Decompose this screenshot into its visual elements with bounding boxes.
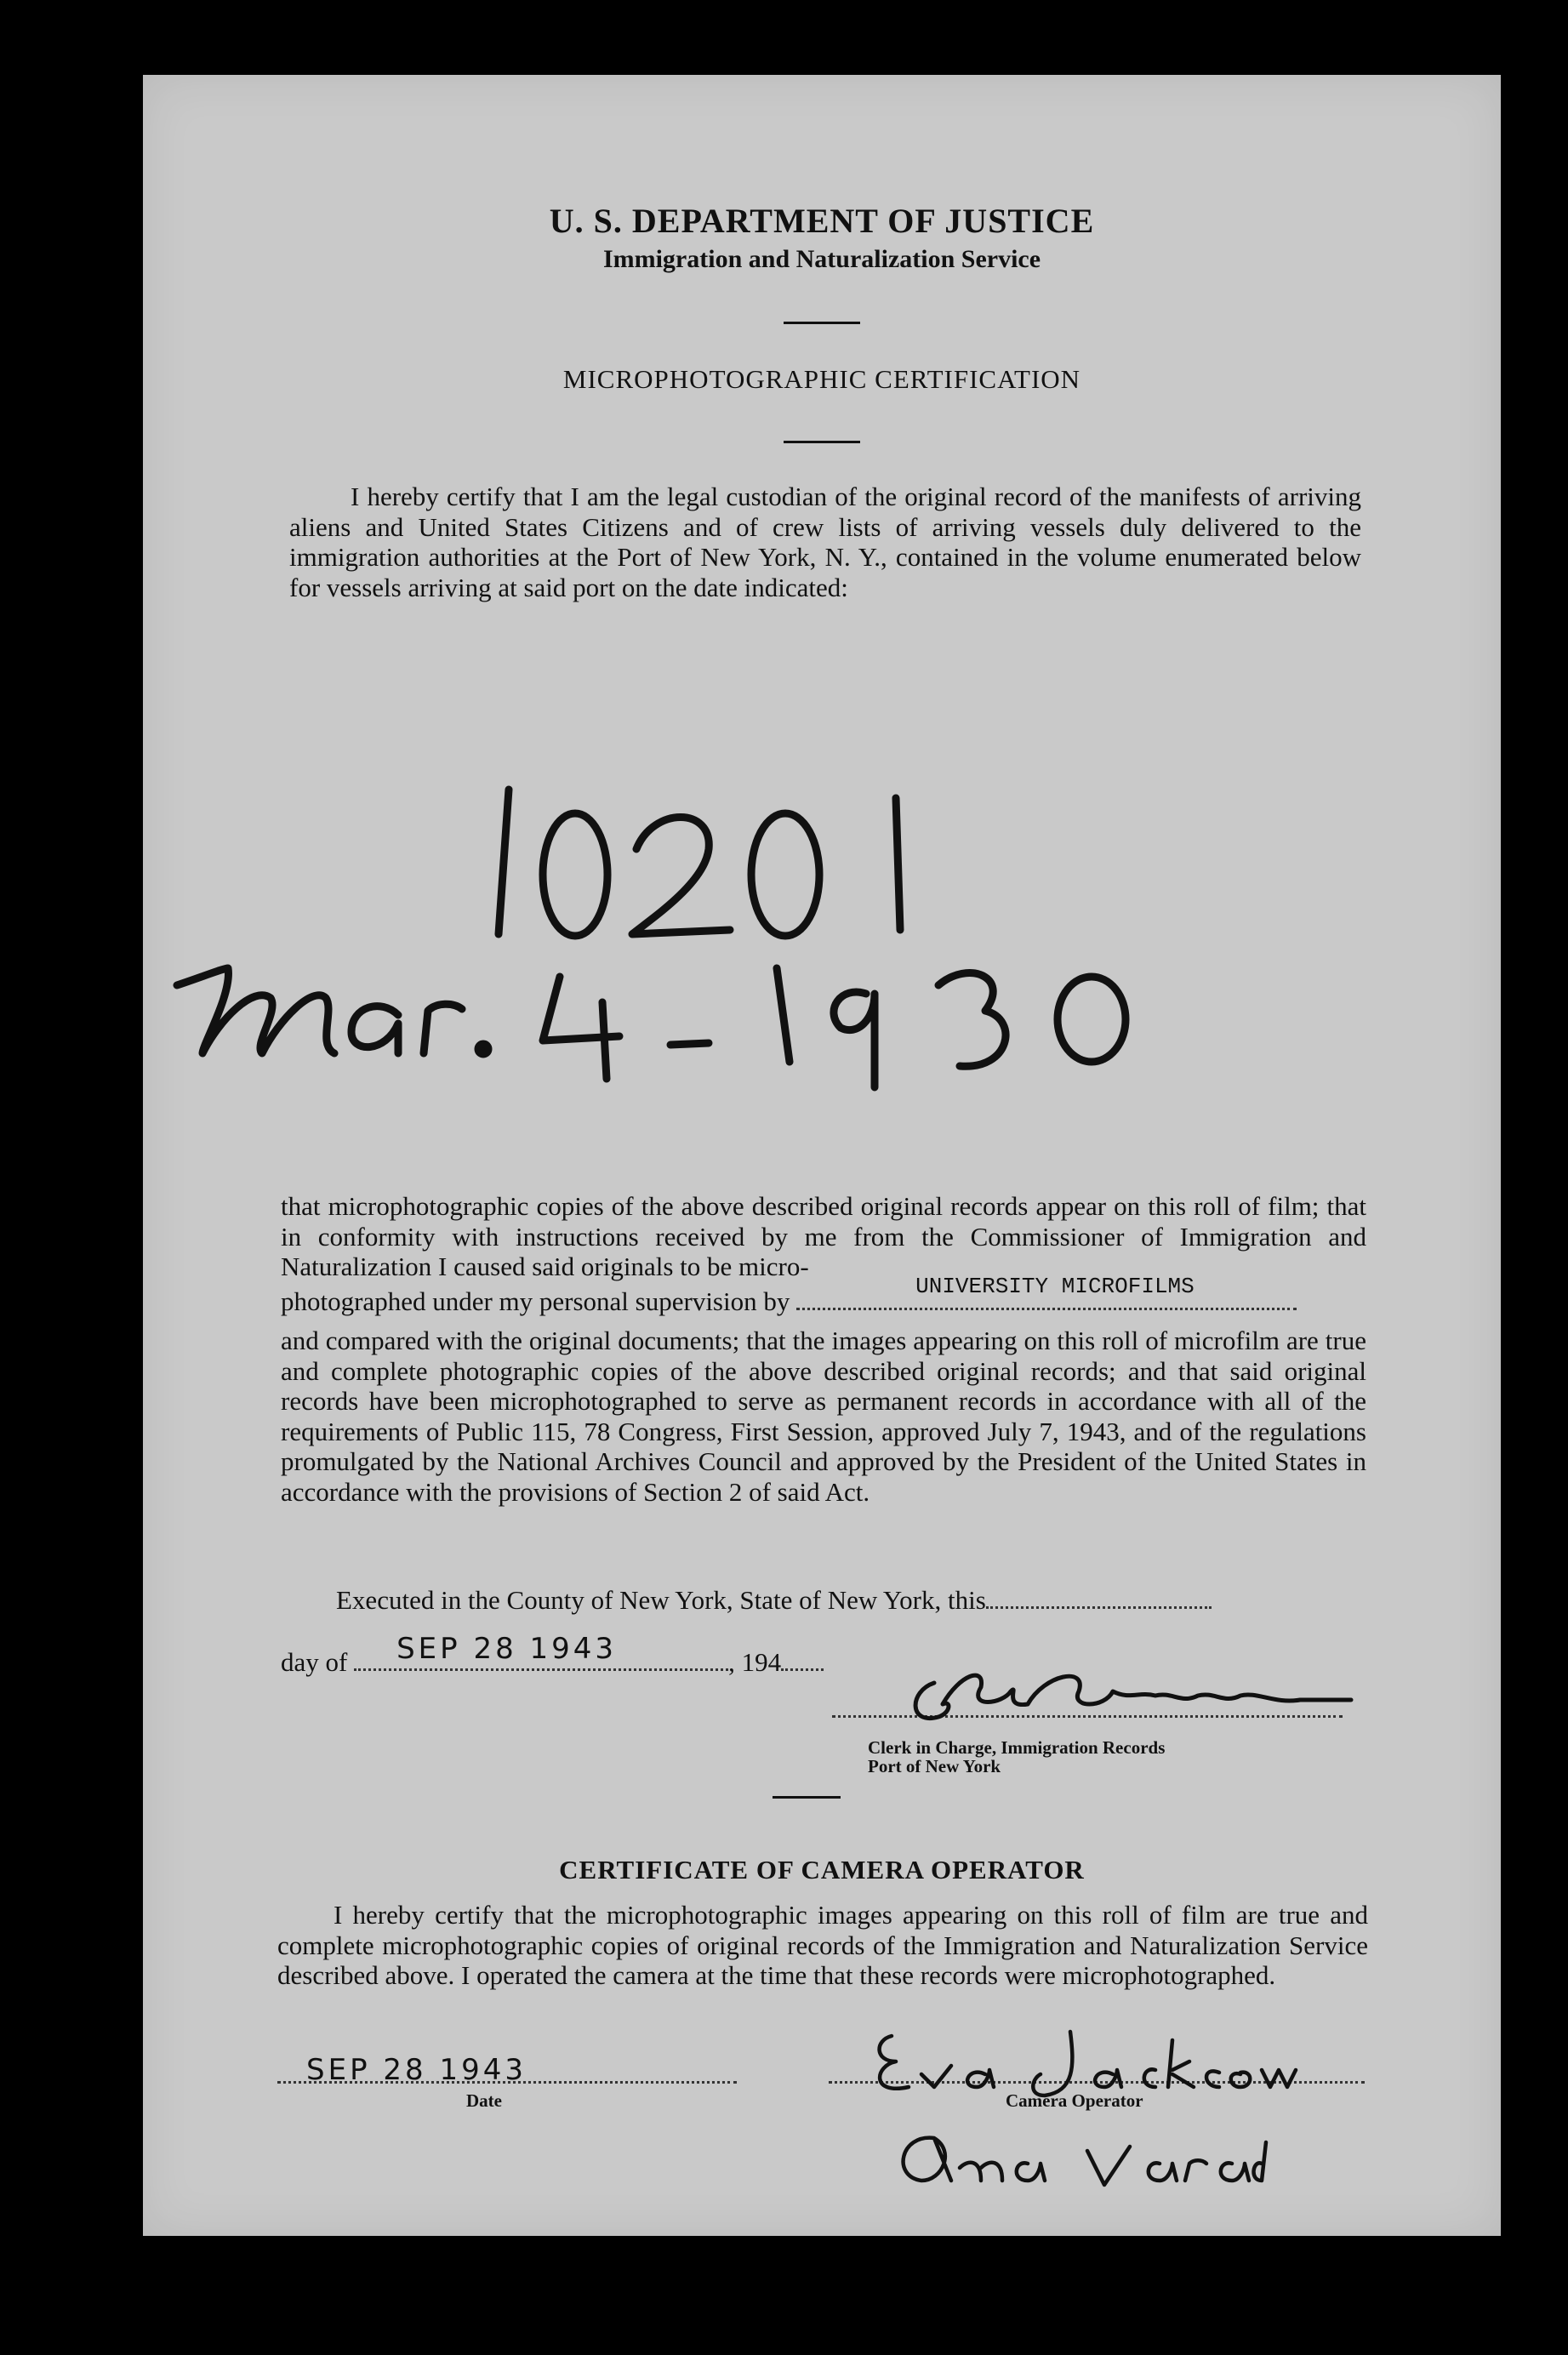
handwritten-volume-and-date xyxy=(143,687,1501,1113)
certification-heading: MICROPHOTOGRAPHIC CERTIFICATION xyxy=(562,364,1081,394)
body-paragraph-1: that microphotographic copies of the above described original records appear on this roll of film; that in conformity with instructions received by me from the Commissioner of Immigration and Naturalization I caused said originals to be micro- xyxy=(281,1191,1366,1281)
camera-certificate-text: I hereby certify that the microphotographic images appearing on this roll of film are true and complete microphotographic copies of original records of the Immigration and Naturalization Service described above. I operated the camera at the time that these records were microphotographed. xyxy=(277,1900,1368,1990)
body-paragraph-2: and compared with the original documents; that the images appearing on this roll of microfilm are true and complete photographic copies of the above described original records; and that said original records have been microphotographed to serve as permanent records in accordance with all of the requirements of Public 115, 78 Congress, First Session, approved July 7, 1943, and of the regulations promulgated by the National Archives Council and approved by the President of the United States in accordance with the provisions of Section 2 of said Act. xyxy=(281,1326,1366,1507)
certificate-sheet xyxy=(143,75,1501,2236)
service-subtitle: Immigration and Naturalization Service xyxy=(602,245,1041,273)
intro-paragraph: I hereby certify that I am the legal custodian of the original record of the manifests of arriving aliens and United States Citizens and of crew lists of arriving vessels duly delivered to the immigration authorities at the Port of New York, N. Y., contained in the volume enumerated below for vessels arriving at said port on the date indicated: xyxy=(289,482,1361,602)
divider-top xyxy=(784,322,860,324)
day-of-label: day of xyxy=(281,1647,348,1677)
day-of-date-stamp: SEP 28 1943 xyxy=(396,1632,618,1666)
clerk-signature xyxy=(900,1657,1360,1734)
photographer-field xyxy=(796,1274,1297,1310)
clerk-title xyxy=(868,1738,1165,1776)
year-label: , 194 xyxy=(728,1647,782,1677)
department-title: U. S. DEPARTMENT OF JUSTICE xyxy=(549,202,1095,240)
day-of-field xyxy=(354,1632,728,1671)
date-handwriting xyxy=(177,968,1126,1087)
operator-label: Camera Operator xyxy=(1006,2090,1143,2111)
day-of-line xyxy=(281,1632,876,1678)
camera-date-label: Date xyxy=(466,2090,502,2111)
second-signature xyxy=(875,2117,1274,2202)
year-blank xyxy=(781,1668,824,1671)
divider-bottom xyxy=(784,441,860,443)
photographed-by-line xyxy=(281,1274,1366,1317)
clerk-title-line1: Clerk in Charge, Immigration Records xyxy=(868,1737,1166,1758)
executed-text: Executed in the County of New York, State of New York, this xyxy=(336,1585,986,1615)
camera-date-stamp: SEP 28 1943 xyxy=(306,2053,527,2087)
camera-certificate-heading: CERTIFICATE OF CAMERA OPERATOR xyxy=(559,1855,1085,1885)
clerk-title-line2: Port of New York xyxy=(868,1756,1001,1776)
divider-camera xyxy=(773,1796,841,1799)
photographed-by-label: photographed under my personal supervision by xyxy=(281,1286,790,1316)
executed-blank xyxy=(986,1606,1212,1609)
photographer-name: UNIVERSITY MICROFILMS xyxy=(915,1274,1195,1299)
executed-line xyxy=(336,1585,1366,1616)
volume-number-handwriting xyxy=(499,790,900,936)
